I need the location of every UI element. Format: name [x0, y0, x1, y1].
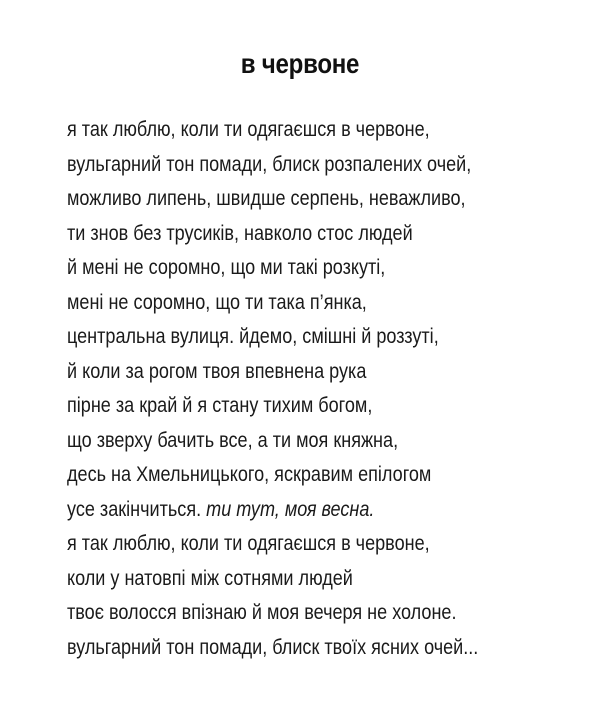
poem-title: в червоне — [240, 48, 360, 79]
poem-line: вульгарний тон помади, блиск твоїх ясних очей... — [67, 634, 479, 659]
poem-line: що зверху бачить все, а ти моя княжна, — [67, 427, 399, 452]
poem-line: ти знов без трусиків, навколо стос людей — [67, 220, 413, 245]
poem-line: й коли за рогом твоя впевнена рука — [67, 358, 367, 383]
poem-line: коли у натовпі між сотнями людей — [67, 565, 353, 590]
poem-italic-phrase: ти тут, моя весна. — [206, 496, 375, 521]
poem-line: центральна вулиця. йдемо, смішні й роззуті, — [67, 324, 439, 348]
poem-line-mixed — [67, 492, 537, 527]
poem-line: пірне за край й я стану тихим богом, — [67, 393, 373, 417]
poem-line: й мені не соромно, що ми такі розкуті, — [67, 255, 386, 279]
poem-line-text: усе закінчиться. — [67, 496, 202, 521]
poem-body — [67, 112, 600, 664]
poem-line: мені не соромно, що ти така п’янка, — [67, 289, 367, 314]
poem-line: вульгарний тон помади, блиск розпалених очей, — [67, 151, 472, 176]
poem-line: твоє волосся впізнаю й моя вечеря не холоне. — [67, 600, 457, 624]
poem-line: я так люблю, коли ти одягаєшся в червоне, — [67, 117, 430, 141]
poem-line: я так люблю, коли ти одягаєшся в червоне, — [67, 531, 430, 555]
poem-line: можливо липень, швидше серпень, неважливо, — [67, 186, 466, 210]
poem-line: десь на Хмельницького, яскравим епілогом — [67, 462, 432, 486]
